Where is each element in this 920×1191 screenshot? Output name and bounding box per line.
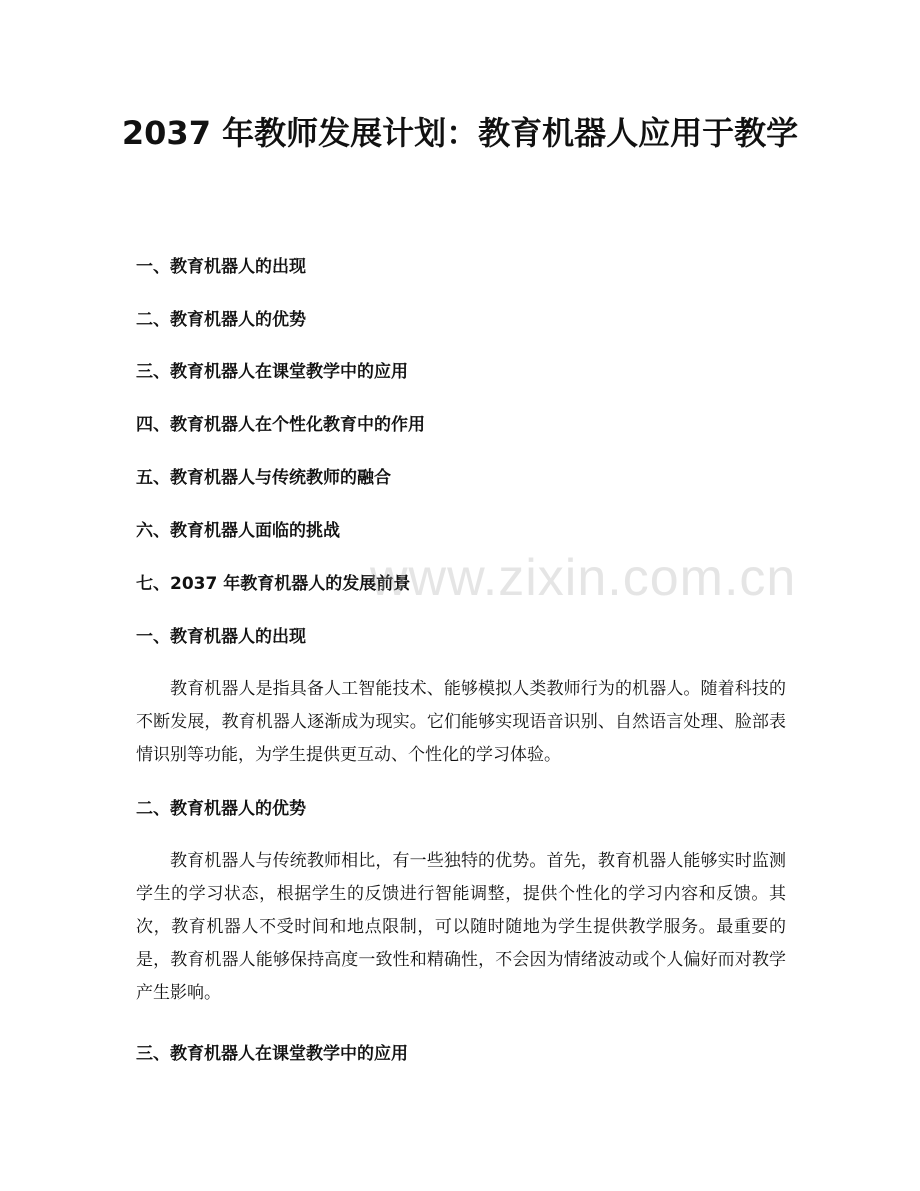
toc-item-4: 四、教育机器人在个性化教育中的作用: [136, 415, 425, 435]
section-heading-2: 二、教育机器人的优势: [136, 799, 306, 819]
toc-item-7: 七、2037 年教育机器人的发展前景: [136, 574, 411, 594]
section-heading-3: 三、教育机器人在课堂教学中的应用: [136, 1044, 408, 1064]
toc-item-1: 一、教育机器人的出现: [136, 257, 306, 277]
toc-item-2: 二、教育机器人的优势: [136, 310, 306, 330]
toc-item-3: 三、教育机器人在课堂教学中的应用: [136, 362, 408, 382]
section-paragraph-1: 教育机器人是指具备人工智能技术、能够模拟人类教师行为的机器人。随着科技的不断发展，教育机器人逐渐成为现实。它们能够实现语音识别、自然语言处理、脸部表情识别等功能，为学生提供更互动、个性化的学习体验。: [136, 679, 786, 765]
toc-item-5: 五、教育机器人与传统教师的融合: [136, 468, 391, 488]
watermark-text: www.zixin.com.cn: [370, 549, 797, 607]
section-heading-1: 一、教育机器人的出现: [136, 627, 306, 647]
toc-item-6: 六、教育机器人面临的挑战: [136, 521, 340, 541]
section-paragraph-2: 教育机器人与传统教师相比，有一些独特的优势。首先，教育机器人能够实时监测学生的学习状态，根据学生的反馈进行智能调整，提供个性化的学习内容和反馈。其次，教育机器人不受时间和地点限制，可以随时随地为学生提供教学服务。最重要的是，教育机器人能够保持高度一致性和精确性，不会因为情绪波动或个人偏好而对教学产生影响。: [136, 851, 786, 1003]
document-title: 2037 年教师发展计划：教育机器人应用于教学: [121, 114, 799, 152]
